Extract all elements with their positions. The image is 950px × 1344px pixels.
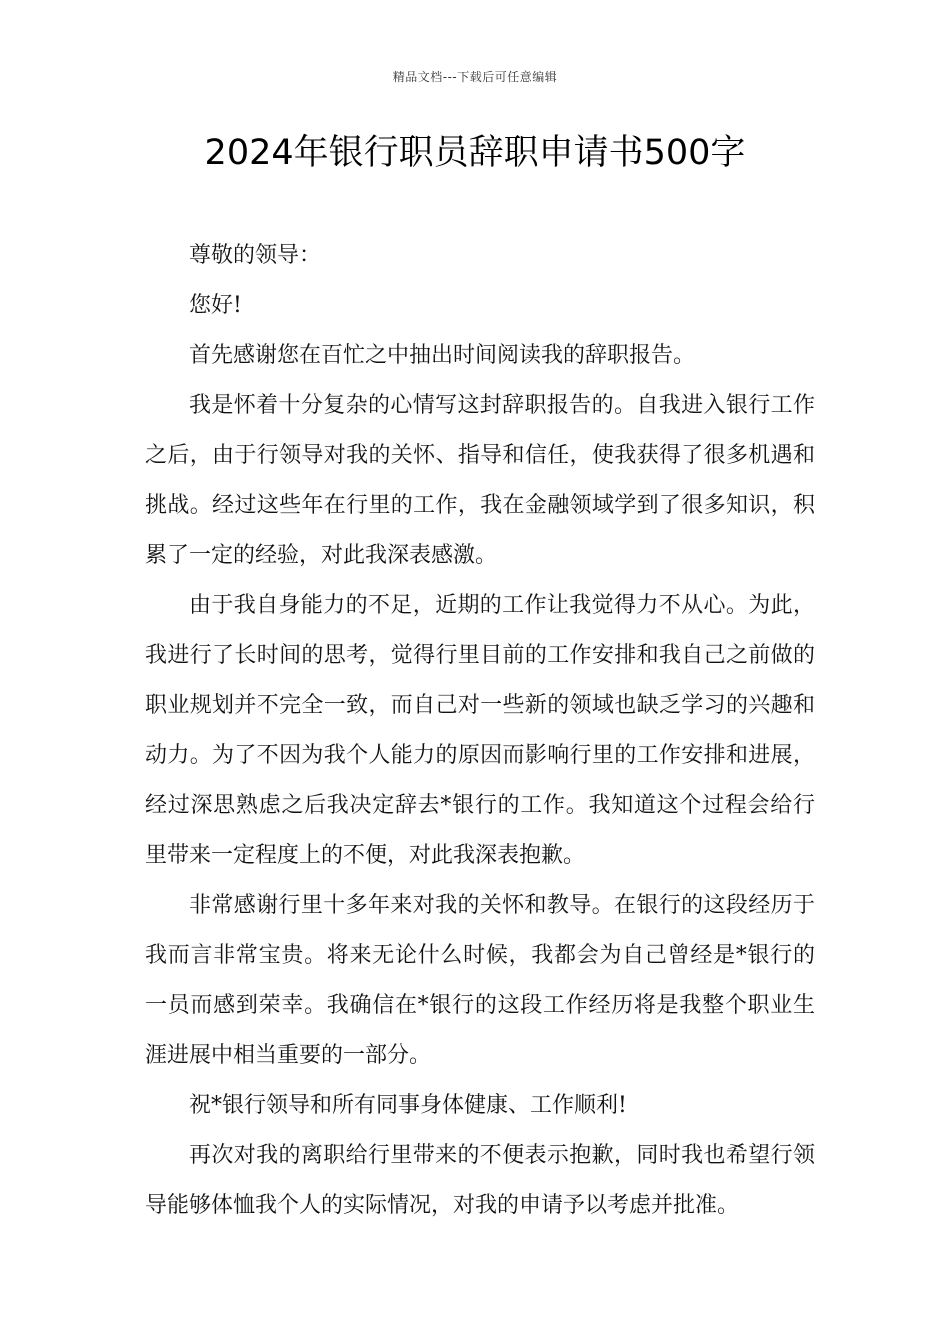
document-title: 2024年银行职员辞职申请书500字: [204, 133, 746, 173]
body-paragraph: 由于我自身能力的不足，近期的工作让我觉得力不从心。为此，我进行了长时间的思考，觉得行里目前的工作安排和我自己之前做的职业规划并不完全一致，而自己对一些新的领域也缺乏学习的兴趣和动力。为了不因为我个人能力的原因而影响行里的工作安排和进展，经过深思熟虑之后我决定辞去*银行的工作。我知道这个过程会给行里带来一定程度上的不便，对此我深表抱歉。: [145, 593, 815, 868]
body-paragraph: 再次对我的离职给行里带来的不便表示抱歉，同时我也希望行领导能够体恤我个人的实际情况，对我的申请予以考虑并批准。: [145, 1143, 815, 1218]
header-note: 精品文档---下载后可任意编辑: [392, 70, 558, 84]
greeting: 您好!: [189, 293, 242, 318]
salutation: 尊敬的领导：: [189, 243, 322, 268]
document-body: [145, 231, 815, 1231]
body-paragraph: 首先感谢您在百忙之中抽出时间阅读我的辞职报告。: [189, 343, 696, 368]
body-paragraph: 我是怀着十分复杂的心情写这封辞职报告的。自我进入银行工作之后，由于行领导对我的关怀、指导和信任，使我获得了很多机遇和挑战。经过这些年在行里的工作，我在金融领域学到了很多知识，积累了一定的经验，对此我深表感激。: [145, 393, 815, 568]
body-paragraph: 非常感谢行里十多年来对我的关怀和教导。在银行的这段经历于我而言非常宝贵。将来无论什么时候，我都会为自己曾经是*银行的一员而感到荣幸。我确信在*银行的这段工作经历将是我整个职业生涯进展中相当重要的一部分。: [145, 893, 815, 1068]
body-paragraph: 祝*银行领导和所有同事身体健康、工作顺利!: [189, 1093, 627, 1118]
